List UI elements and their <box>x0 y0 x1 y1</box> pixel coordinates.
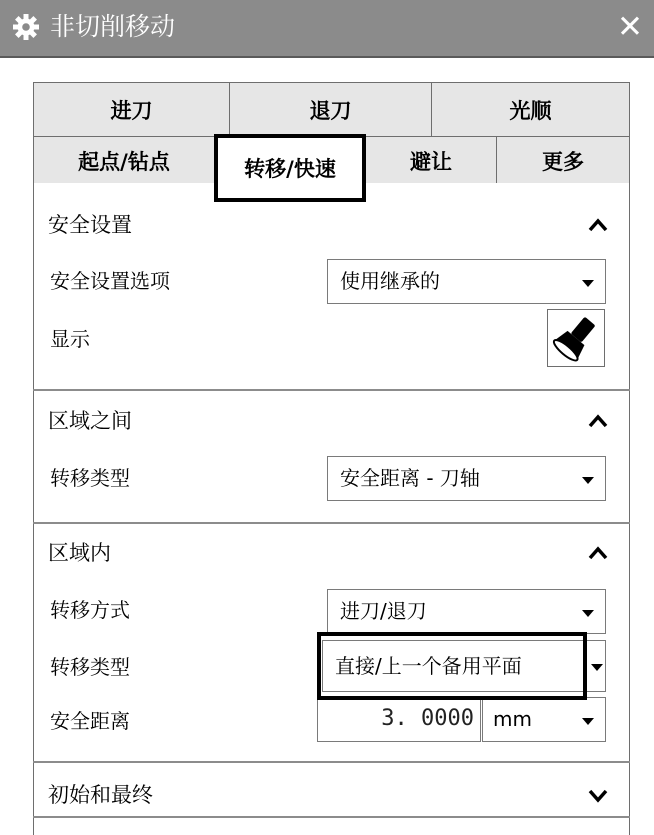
tab-avoidance[interactable]: 避让 <box>365 136 497 186</box>
chevron-down-icon <box>582 280 594 287</box>
title-bar <box>0 0 654 58</box>
transfer-mode-dropdown[interactable] <box>327 589 606 634</box>
unit-dropdown[interactable] <box>482 697 606 742</box>
transfer-mode-label: 转移方式 <box>50 598 130 622</box>
close-icon[interactable]: ✕ <box>617 9 643 45</box>
section-divider <box>33 389 630 391</box>
display-button[interactable] <box>547 309 605 367</box>
unit-value: mm <box>493 707 532 731</box>
safety-option-value: 使用继承的 <box>340 269 440 293</box>
safe-distance-input[interactable] <box>317 697 481 742</box>
expand-caret-icon[interactable] <box>584 786 612 806</box>
section-header-between-regions[interactable]: 区域之间 <box>48 409 132 433</box>
flashlight-icon <box>548 310 604 366</box>
section-header-within-region[interactable]: 区域内 <box>48 541 111 565</box>
section-divider <box>33 816 630 818</box>
tab-smoothing[interactable]: 光顺 <box>431 82 630 137</box>
safety-option-label: 安全设置选项 <box>50 269 170 293</box>
between-transfer-type-label: 转移类型 <box>50 466 130 490</box>
safe-distance-label: 安全距离 <box>50 709 130 733</box>
tab-transfer-rapid[interactable]: 转移/快速 <box>214 134 366 202</box>
tab-start-drill-point[interactable]: 起点/钻点 <box>33 136 215 186</box>
tab-engage[interactable]: 进刀 <box>33 82 230 137</box>
safe-distance-value: 3. 0000 <box>381 706 474 731</box>
section-header-initial-final[interactable]: 初始和最终 <box>48 783 153 807</box>
collapse-caret-icon[interactable] <box>584 543 612 563</box>
between-transfer-type-dropdown[interactable] <box>327 456 606 501</box>
collapse-caret-icon[interactable] <box>584 411 612 431</box>
chevron-down-icon <box>582 718 594 725</box>
tab-retract[interactable]: 退刀 <box>229 82 432 137</box>
section-divider <box>33 761 630 763</box>
collapse-caret-icon[interactable] <box>584 215 612 235</box>
gear-icon <box>12 13 40 41</box>
within-transfer-type-value: 直接/上一个备用平面 <box>335 654 522 678</box>
chevron-down-icon <box>582 477 594 484</box>
chevron-down-icon <box>591 664 603 671</box>
section-divider <box>33 522 630 524</box>
between-transfer-type-value: 安全距离 - 刀轴 <box>340 466 480 490</box>
safety-option-dropdown[interactable] <box>327 259 606 304</box>
tab-more[interactable]: 更多 <box>496 136 630 186</box>
chevron-down-icon <box>582 610 594 617</box>
display-label: 显示 <box>50 327 90 351</box>
window-title: 非切削移动 <box>50 12 176 41</box>
within-transfer-type-label: 转移类型 <box>50 655 130 679</box>
within-transfer-type-dropdown[interactable] <box>322 640 606 692</box>
transfer-mode-value: 进刀/退刀 <box>340 599 427 623</box>
section-header-safety[interactable]: 安全设置 <box>48 213 132 237</box>
